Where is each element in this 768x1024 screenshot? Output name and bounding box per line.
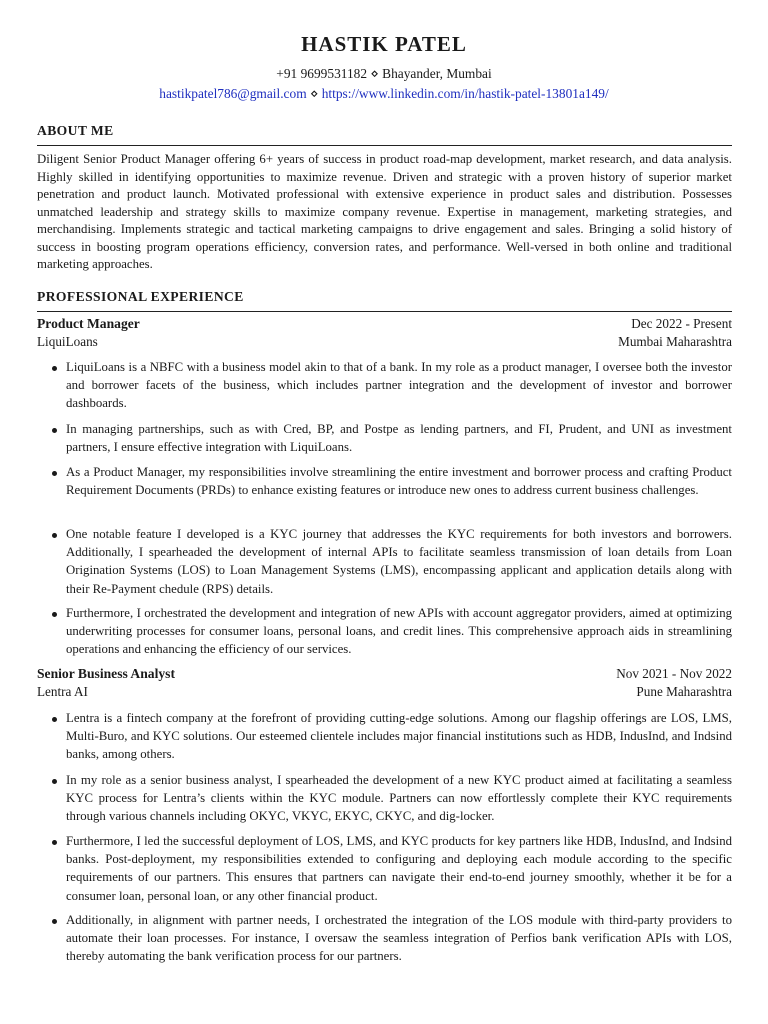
section-heading-experience: PROFESSIONAL EXPERIENCE	[37, 289, 244, 304]
bullet-text: LiquiLoans is a NBFC with a business model akin to that of a bank. In my role as a product manager, I oversee both the investor and borrower facets of the business, which includes partner integration and the development of investor and borrower dashboards.	[66, 360, 732, 411]
candidate-name: HASTIK PATEL	[301, 32, 467, 56]
bullet-dot-icon	[52, 779, 57, 784]
section-heading-about: ABOUT ME	[37, 123, 114, 138]
about-paragraph: Diligent Senior Product Manager offering 6+ years of success in product road-map development, market research, and data analysis. Highly skilled in identifying opportunities to maximize revenue. Driven and strategic with a proven history of superior market penetration and product launch. Motivated professional with extensive experience in product sales and distribution. Possesses unmatched leadership and strategy skills to maximize company revenue. Expertise in management, marketing strategies, and merchandising. Implements strategic and tactical marketing campaigns to drive engagement and sales. Bringing a solid history of success in boosting program operations efficiency, conversion rates, and performance. Well-versed in both online and traditional marketing approaches.	[37, 152, 732, 271]
job-title-row	[37, 666, 732, 684]
job-company: LiquiLoans	[37, 334, 98, 349]
contact-line-phone-location	[0, 66, 768, 82]
bullet-dot-icon	[52, 919, 57, 924]
linkedin-link[interactable]: https://www.linkedin.com/in/hastik-patel-13801a149/	[321, 86, 609, 101]
bullet-dot-icon	[52, 717, 57, 722]
list-item	[66, 709, 732, 764]
job-dates: Dec 2022 - Present	[631, 316, 732, 331]
job-title: Senior Business Analyst	[37, 666, 175, 681]
section-divider	[37, 145, 732, 146]
list-item	[66, 463, 732, 499]
bullet-dot-icon	[52, 612, 57, 617]
list-item	[66, 420, 732, 456]
job-location: Pune Maharashtra	[636, 684, 732, 699]
bullet-text: As a Product Manager, my responsibilities involve streamlining the entire investment and borrower process and crafting Product Requirement Documents (PRDs) to enhance existing features or introduce new ones to address current business challenges.	[66, 465, 732, 498]
bullet-text: Furthermore, I orchestrated the development and integration of new APIs with account aggregator providers, aimed at optimizing underwriting processes for consumer loans, personal loans, and credit lines. This comprehensive approach aids in streamlining operations and enhancing the efficiency of our services.	[66, 606, 732, 657]
bullet-text: Furthermore, I led the successful deployment of LOS, LMS, and KYC products for key partners like HDB, IndusInd, and Indsind banks. Post-deployment, my responsibilities extended to configuring and deploying each module according to the specific requirements of our partners. This ensures that partners can navigate their end-to-end journey smoothly, whether it be for a consumer loan, personal loan, or any other financial product.	[66, 834, 732, 903]
bullet-dot-icon	[52, 471, 57, 476]
bullet-text: Additionally, in alignment with partner needs, I orchestrated the integration of the LOS module with third-party providers to automate their loan processes. For instance, I oversaw the seamless integration of Perfios bank verification APIs with LOS, thereby automating the bank verification process for our partners.	[66, 913, 732, 964]
phone-number: +91 9699531182	[276, 66, 368, 81]
bullet-text: Lentra is a fintech company at the forefront of providing cutting-edge solutions. Among our flagship offerings are LOS, LMS, Multi-Buro, and KYC solutions. Our esteemed clientele includes major financial institutions such as HDB, IndusInd, and Indsind banks, among others.	[66, 711, 732, 762]
job-company: Lentra AI	[37, 684, 88, 699]
list-item	[66, 911, 732, 966]
list-item	[66, 358, 732, 413]
job-title-row	[37, 316, 732, 334]
separator-diamond-icon: ⋄	[370, 66, 379, 81]
bullet-text: One notable feature I developed is a KYC journey that addresses the KYC requirements for both investors and borrowers. Additionally, I spearheaded the development of internal APIs to facilitate seamless transmission of loan details from Loan Origination Systems (LOS) to Loan Management Systems (LMS), encompassing applicant and application details along with their Re-Payment chedule (RPS) details.	[66, 527, 732, 596]
email-link[interactable]: hastikpatel786@gmail.com	[159, 86, 307, 101]
bullet-dot-icon	[52, 840, 57, 845]
job-company-row	[37, 684, 732, 702]
job-title: Product Manager	[37, 316, 140, 331]
section-divider	[37, 311, 732, 312]
bullet-text: In managing partnerships, such as with Cred, BP, and Postpe as lending partners, and FI, Prudent, and UNI as investment partners, I ensure effective integration with LiquiLoans.	[66, 422, 732, 455]
job-location: Mumbai Maharashtra	[618, 334, 732, 349]
list-item	[66, 771, 732, 826]
list-item	[66, 525, 732, 598]
list-item	[66, 604, 732, 659]
job-dates: Nov 2021 - Nov 2022	[616, 666, 732, 681]
separator-diamond-icon: ⋄	[309, 86, 319, 101]
location: Bhayander, Mumbai	[382, 66, 492, 81]
contact-line-links	[0, 86, 768, 102]
bullet-dot-icon	[52, 366, 57, 371]
bullet-dot-icon	[52, 428, 57, 433]
bullet-text: In my role as a senior business analyst, I spearheaded the development of a new KYC product aimed at facilitating a seamless KYC process for Lentra’s clients within the KYC module. Partners can now effortlessly complete their KYC requirements through various channels including OKYC, VKYC, EKYC, CKYC, and dig-locker.	[66, 773, 732, 824]
bullet-dot-icon	[52, 533, 57, 538]
job-company-row	[37, 334, 732, 352]
list-item	[66, 832, 732, 905]
